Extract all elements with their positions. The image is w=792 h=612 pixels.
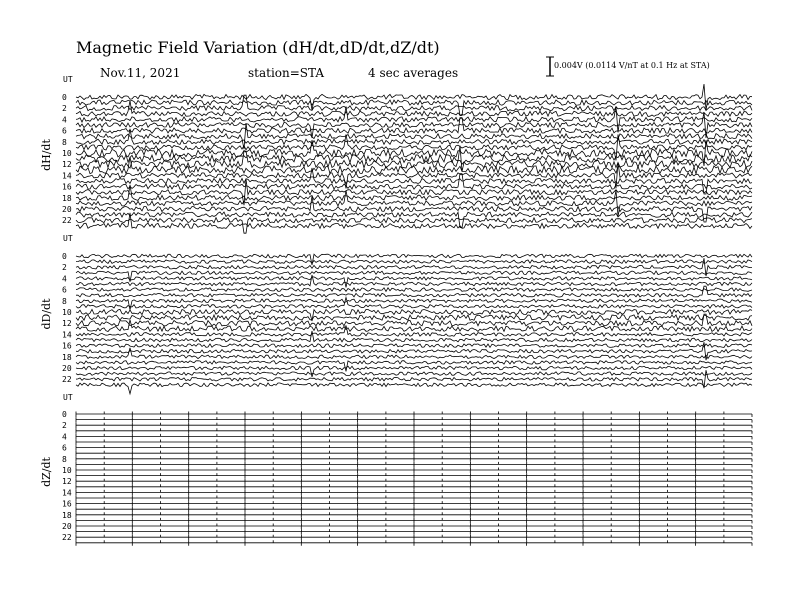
scale-bar: [546, 57, 554, 76]
hour-tick-label: 12: [62, 160, 72, 170]
trace-row-4: [76, 106, 752, 132]
chart-title: Magnetic Field Variation (dH/dt,dD/dt,dZ/dt): [76, 38, 440, 57]
trace-row-7: [76, 123, 752, 149]
trace-row-1: [76, 260, 752, 264]
trace-row-2: [76, 423, 752, 429]
trace-row-23: [76, 383, 752, 394]
panel-label: dD/dt: [40, 298, 53, 330]
trace-row-1: [76, 417, 752, 423]
trace-row-15: [76, 168, 752, 194]
trace-row-4: [76, 277, 752, 288]
trace-row-22: [76, 218, 752, 234]
hour-tick-label: 0: [62, 252, 67, 261]
hour-tick-label: 4: [62, 432, 67, 442]
averaging-label: 4 sec averages: [368, 66, 459, 80]
trace-row-5: [76, 440, 752, 446]
trace-row-12: [76, 314, 752, 326]
hour-tick-label: 22: [62, 216, 72, 226]
panel-dZ-dt: [40, 393, 752, 546]
hour-tick-label: 2: [62, 263, 67, 273]
ut-axis-label: UT: [63, 75, 73, 84]
trace-row-19: [76, 190, 752, 216]
trace-row-3: [76, 271, 752, 282]
hour-tick-label: 16: [62, 182, 72, 192]
ut-axis-label: UT: [63, 234, 73, 243]
hour-tick-label: 2: [62, 104, 67, 114]
hour-tick-label: 18: [62, 352, 72, 362]
panel-label: dH/dt: [40, 139, 53, 171]
trace-row-3: [76, 428, 752, 434]
scale-label: 0.004V (0.0114 V/nT at 0.1 Hz at STA): [554, 61, 710, 70]
hour-tick-label: 10: [62, 308, 72, 317]
hour-tick-label: 12: [62, 477, 72, 487]
trace-row-18: [76, 348, 752, 359]
trace-row-16: [76, 344, 752, 348]
hour-tick-label: 14: [62, 330, 72, 340]
hour-tick-label: 14: [62, 488, 72, 498]
panel-dH-dt: [40, 75, 752, 233]
trace-row-21: [76, 212, 752, 228]
hour-tick-label: 20: [62, 364, 72, 373]
hour-tick-label: 12: [62, 319, 72, 329]
trace-row-9: [76, 462, 752, 468]
hour-tick-label: 8: [62, 454, 67, 464]
hour-tick-label: 10: [62, 149, 72, 158]
trace-row-6: [76, 445, 752, 451]
trace-row-16: [76, 501, 752, 507]
hour-tick-label: 6: [62, 443, 67, 453]
trace-row-0: [76, 412, 752, 418]
hour-tick-label: 4: [62, 274, 67, 284]
trace-row-12: [76, 479, 752, 485]
hour-tick-label: 4: [62, 115, 67, 125]
trace-row-6: [76, 288, 752, 292]
hour-tick-label: 16: [62, 499, 72, 509]
trace-row-15: [76, 496, 752, 502]
panel-label: dZ/dt: [40, 457, 53, 487]
panel-dD-dt: [40, 234, 752, 394]
hour-tick-label: 0: [62, 410, 67, 419]
trace-row-8: [76, 456, 752, 462]
hour-tick-label: 8: [62, 296, 67, 306]
trace-row-9: [76, 297, 752, 308]
hour-tick-label: 0: [62, 93, 67, 102]
trace-row-11: [76, 473, 752, 479]
trace-row-7: [76, 451, 752, 457]
hour-tick-label: 20: [62, 205, 72, 214]
trace-row-19: [76, 361, 752, 372]
hour-tick-label: 18: [62, 193, 72, 203]
trace-row-4: [76, 434, 752, 440]
station-label: station=STA: [248, 66, 325, 80]
trace-row-5: [76, 275, 752, 286]
hour-tick-label: 8: [62, 137, 67, 147]
trace-row-23: [76, 540, 752, 546]
hour-tick-label: 2: [62, 421, 67, 431]
trace-row-13: [76, 484, 752, 490]
ut-axis-label: UT: [63, 393, 73, 402]
hour-tick-label: 10: [62, 466, 72, 475]
trace-row-14: [76, 490, 752, 496]
trace-row-0: [76, 254, 752, 265]
trace-row-18: [76, 512, 752, 518]
trace-row-20: [76, 524, 752, 530]
hour-tick-label: 18: [62, 510, 72, 520]
hour-tick-label: 22: [62, 375, 72, 385]
hour-tick-label: 16: [62, 341, 72, 351]
trace-row-20: [76, 196, 752, 222]
trace-row-17: [76, 507, 752, 513]
trace-row-13: [76, 320, 752, 332]
trace-row-22: [76, 535, 752, 541]
trace-row-10: [76, 468, 752, 474]
hour-tick-label: 6: [62, 126, 67, 136]
trace-row-8: [76, 299, 752, 310]
trace-row-21: [76, 529, 752, 535]
date-label: Nov.11, 2021: [100, 66, 181, 80]
trace-row-11: [76, 315, 752, 320]
hour-tick-label: 14: [62, 171, 72, 181]
trace-row-19: [76, 518, 752, 524]
trace-row-20: [76, 366, 752, 377]
hour-tick-label: 20: [62, 522, 72, 531]
hour-tick-label: 22: [62, 533, 72, 543]
trace-row-21: [76, 372, 752, 376]
hour-tick-label: 6: [62, 285, 67, 295]
